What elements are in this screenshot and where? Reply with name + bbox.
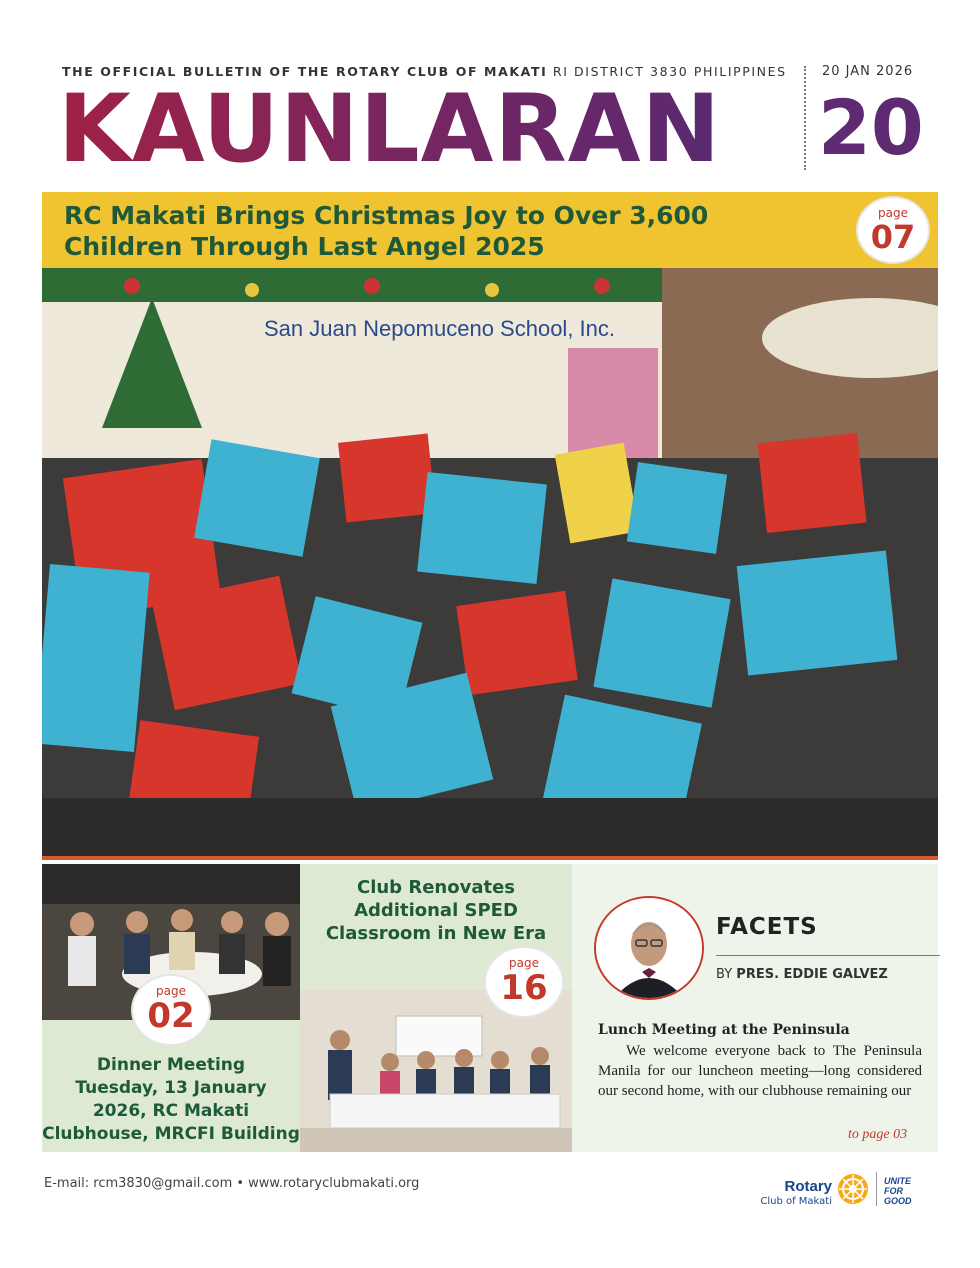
dinner-line-2: Tuesday, 13 January bbox=[75, 1078, 267, 1098]
byline-name: PRES. EDDIE GALVEZ bbox=[736, 967, 888, 982]
slogan-line-2: FOR bbox=[884, 1186, 903, 1196]
slogan-line-3: GOOD bbox=[884, 1196, 912, 1206]
byline-prefix: BY bbox=[716, 967, 733, 982]
portrait-illustration bbox=[596, 898, 702, 998]
issue-date: 20 JAN 2026 bbox=[822, 64, 914, 79]
sped-line-2: Additional SPED bbox=[354, 900, 518, 921]
sped-line-3: Classroom in New Era bbox=[325, 923, 547, 944]
facets-byline bbox=[716, 967, 888, 982]
facets-article-heading: Lunch Meeting at the Peninsula bbox=[598, 1022, 850, 1038]
page-label: page bbox=[509, 956, 539, 970]
page-number: 07 bbox=[870, 218, 916, 256]
dinner-meeting-caption bbox=[42, 1054, 300, 1146]
dinner-page-badge[interactable] bbox=[131, 974, 211, 1046]
lead-headline[interactable]: RC Makati Brings Christmas Joy to Over 3,600 Children Through Last Angel 2025 bbox=[64, 201, 709, 261]
page-label: page bbox=[156, 984, 186, 998]
masthead-title: KAUNLARAN bbox=[58, 75, 722, 184]
dinner-line-1: Dinner Meeting bbox=[96, 1055, 246, 1075]
dinner-line-4: Clubhouse, MRCFI Building bbox=[42, 1124, 300, 1144]
rotary-club-name: Club of Makati bbox=[760, 1196, 832, 1207]
issue-number: 20 bbox=[818, 83, 924, 172]
tagline-bold: THE OFFICIAL BULLETIN OF THE ROTARY CLUB OF MAKATI bbox=[62, 64, 548, 79]
sped-headline bbox=[300, 876, 572, 945]
rotary-slogan bbox=[884, 1176, 912, 1206]
school-sign: San Juan Nepomuceno School, Inc. bbox=[264, 316, 616, 341]
facets-article-body: We welcome everyone back to The Peninsula Manila for our luncheon meeting—long considered our second home, with our clubhouse remaining our bbox=[598, 1043, 922, 1099]
page-label: page bbox=[878, 206, 908, 220]
dinner-line-3: 2026, RC Makati bbox=[92, 1101, 250, 1121]
hero-photo-illustration bbox=[42, 268, 938, 860]
facets-divider bbox=[716, 955, 940, 956]
hero-photo bbox=[42, 268, 938, 860]
header-divider bbox=[804, 66, 806, 170]
tagline-district: RI DISTRICT 3830 PHILIPPINES bbox=[552, 64, 787, 79]
continued-link[interactable]: to page 03 bbox=[848, 1127, 908, 1142]
sped-page-badge[interactable] bbox=[484, 946, 564, 1018]
footer-contact[interactable]: E-mail: rcm3830@gmail.com • www.rotaryclubmakati.org bbox=[44, 1176, 420, 1191]
sped-line-1: Club Renovates bbox=[356, 877, 515, 898]
logo-divider bbox=[876, 1172, 877, 1206]
slogan-line-1: UNITE bbox=[884, 1176, 911, 1186]
lead-page-badge[interactable] bbox=[856, 196, 930, 264]
page-number: 16 bbox=[500, 968, 548, 1008]
president-portrait bbox=[594, 896, 704, 1000]
facets-title: FACETS bbox=[716, 914, 818, 940]
page-number: 02 bbox=[147, 996, 195, 1036]
rotary-logo bbox=[752, 1168, 942, 1208]
rotary-wordmark: Rotary bbox=[784, 1178, 832, 1195]
rotary-wheel-icon bbox=[836, 1172, 870, 1206]
